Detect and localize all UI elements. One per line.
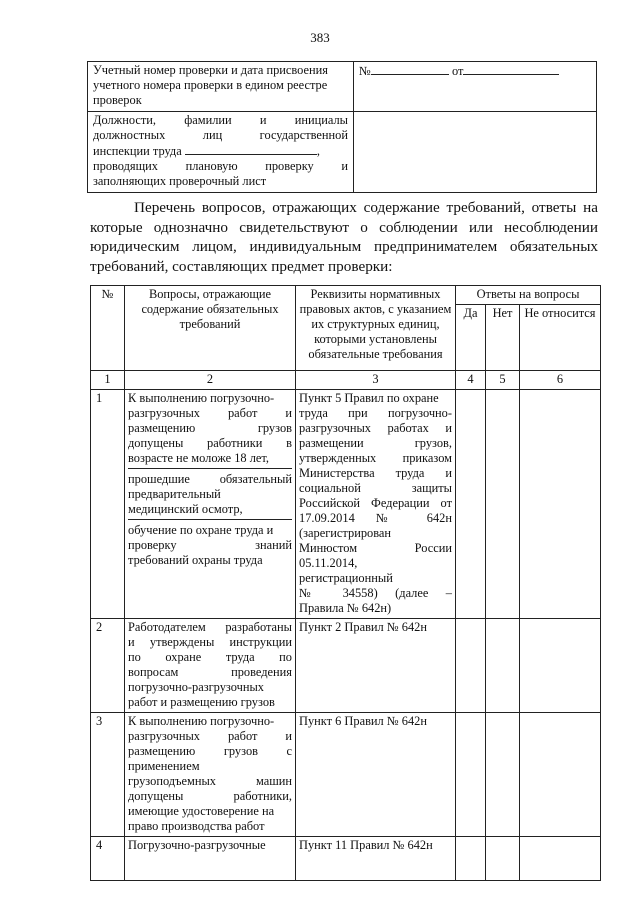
label-line: инспекции труда	[93, 144, 182, 158]
requisite-line: № 34558) (далее –	[299, 586, 452, 600]
column-number: 3	[296, 371, 456, 390]
column-number-row	[91, 371, 601, 390]
question-line: Работодателем разработаны	[128, 620, 292, 634]
label-line: проверок	[93, 93, 142, 107]
requisite-line: Пункт 2 Правил № 642н	[299, 620, 427, 634]
inspectors-label	[88, 112, 354, 193]
question-line: работ и размещению грузов	[128, 695, 275, 709]
requisite-line: 05.11.2014,	[299, 556, 358, 570]
label-line: учетного номера проверки в едином реестре	[93, 78, 328, 92]
question-cell	[125, 390, 296, 619]
question-line: размещению грузов с	[128, 744, 292, 758]
header-questions: Вопросы, отражающие содержание обязательных требований	[125, 286, 296, 371]
question-line: по охране труда по	[128, 650, 292, 664]
table-row	[91, 619, 601, 713]
answer-no-cell[interactable]	[486, 713, 520, 837]
label-line: проводящих плановую проверку и	[93, 159, 348, 173]
question-line: предварительный	[128, 487, 221, 501]
answer-no-cell[interactable]	[486, 837, 520, 881]
requisite-line: Правила № 642н)	[299, 601, 392, 615]
answer-yes-cell[interactable]	[456, 390, 486, 619]
intro-paragraph: Перечень вопросов, отражающих содержание требований, ответы на которые однозначно свидетельствуют о соблюдении или несоблюдении юридическим лицом, индивидуальным предпринимателем обязательных требований, составляющих предмет проверки:	[90, 199, 598, 275]
question-line: грузоподъемных машин	[128, 774, 292, 788]
requisite-cell	[296, 390, 456, 619]
requisite-line: разгрузочных работах и	[299, 421, 452, 435]
requisite-line: (зарегистрирован	[299, 526, 392, 540]
answer-yes-cell[interactable]	[456, 619, 486, 713]
inspection-number-row	[88, 62, 597, 112]
row-number: 4	[91, 837, 125, 881]
requisite-line: утвержденных приказом	[299, 451, 452, 465]
label-line: Учетный номер проверки и дата присвоения	[93, 63, 328, 77]
question-line: размещению грузов	[128, 421, 292, 435]
inspection-number-field[interactable]	[354, 62, 597, 112]
header-no: №	[91, 286, 125, 371]
question-line: имеющие удостоверение на	[128, 804, 275, 818]
column-number: 1	[91, 371, 125, 390]
row-number: 3	[91, 713, 125, 837]
question-line: вопросам проведения	[128, 665, 292, 679]
label-line: Должности, фамилии и инициалы	[93, 113, 348, 127]
question-line: применением	[128, 759, 200, 773]
column-number: 2	[125, 371, 296, 390]
requisite-line: труда при погрузочно-	[299, 406, 452, 420]
column-number: 6	[520, 371, 601, 390]
question-line: Погрузочно-разгрузочные	[128, 838, 266, 852]
answer-na-cell[interactable]	[520, 619, 601, 713]
checklist-table	[90, 285, 601, 881]
question-line: возрасте не моложе 18 лет,	[128, 451, 269, 465]
question-cell	[125, 837, 296, 881]
page-number: 383	[310, 30, 330, 45]
inspectors-field[interactable]	[354, 112, 597, 193]
answer-yes-cell[interactable]	[456, 837, 486, 881]
question-line: медицинский осмотр,	[128, 502, 243, 516]
question-part-training	[128, 523, 292, 568]
requisite-line: Пункт 6 Правил № 642н	[299, 714, 427, 728]
row-number: 2	[91, 619, 125, 713]
requisite-line: размещении грузов,	[299, 436, 452, 450]
question-line: проверку знаний	[128, 538, 292, 552]
question-line: прошедшие обязательный	[128, 472, 292, 486]
header-yes: Да	[456, 305, 486, 371]
question-part-age	[128, 391, 292, 469]
header-requisites: Реквизиты нормативных правовых актов, с указанием их структурных единиц, которыми установлены обязательные требования	[296, 286, 456, 371]
column-number: 5	[486, 371, 520, 390]
question-line: разгрузочных работ и	[128, 406, 292, 420]
comma: ,	[316, 144, 320, 158]
header-row	[91, 286, 601, 305]
question-line: разгрузочных работ и	[128, 729, 292, 743]
requisite-line: Министерства труда и	[299, 466, 452, 480]
question-line: требований охраны труда	[128, 553, 263, 567]
requisite-line: регистрационный	[299, 571, 393, 585]
requisite-cell	[296, 837, 456, 881]
question-cell	[125, 619, 296, 713]
requisite-line: социальной защиты	[299, 481, 452, 495]
requisite-line: Пункт 5 Правил по охране	[299, 391, 439, 405]
from-label: от	[451, 64, 464, 78]
requisite-cell	[296, 619, 456, 713]
question-line: и утверждены инструкции	[128, 635, 292, 649]
requisite-line: Пункт 11 Правил № 642н	[299, 838, 433, 852]
inspection-name-blank[interactable]	[185, 143, 317, 155]
number-label: №	[359, 64, 371, 78]
header-no-answer: Нет	[486, 305, 520, 371]
answer-na-cell[interactable]	[520, 390, 601, 619]
answer-na-cell[interactable]	[520, 837, 601, 881]
requisite-line: Минюстом России	[299, 541, 452, 555]
header-not-applicable: Не относится	[520, 305, 601, 371]
label-line: заполняющих проверочный лист	[93, 174, 267, 188]
table-row	[91, 390, 601, 619]
question-line: погрузочно-разгрузочных	[128, 680, 264, 694]
table-row	[91, 837, 601, 881]
date-blank[interactable]	[463, 63, 559, 75]
question-line: право производства работ	[128, 819, 265, 833]
answer-yes-cell[interactable]	[456, 713, 486, 837]
answer-na-cell[interactable]	[520, 713, 601, 837]
question-line: обучение по охране труда и	[128, 523, 274, 537]
requisite-cell	[296, 713, 456, 837]
answer-no-cell[interactable]	[486, 390, 520, 619]
header-answers: Ответы на вопросы	[456, 286, 601, 305]
question-line: К выполнению погрузочно-	[128, 714, 275, 728]
column-number: 4	[456, 371, 486, 390]
question-line: допущены работники,	[128, 789, 292, 803]
label-line: должностных лиц государственной	[93, 128, 348, 142]
inspection-number-label	[88, 62, 354, 112]
requisite-line: 17.09.2014 № 642н	[299, 511, 452, 525]
question-part-medical	[128, 472, 292, 520]
inspection-info-table	[87, 61, 597, 193]
question-line: допущены работники в	[128, 436, 292, 450]
table-row	[91, 713, 601, 837]
question-cell	[125, 713, 296, 837]
answer-no-cell[interactable]	[486, 619, 520, 713]
number-blank[interactable]	[371, 63, 449, 75]
question-line: К выполнению погрузочно-	[128, 391, 275, 405]
requisite-line: Российской Федерации от	[299, 496, 452, 510]
inspectors-row	[88, 112, 597, 193]
row-number: 1	[91, 390, 125, 619]
